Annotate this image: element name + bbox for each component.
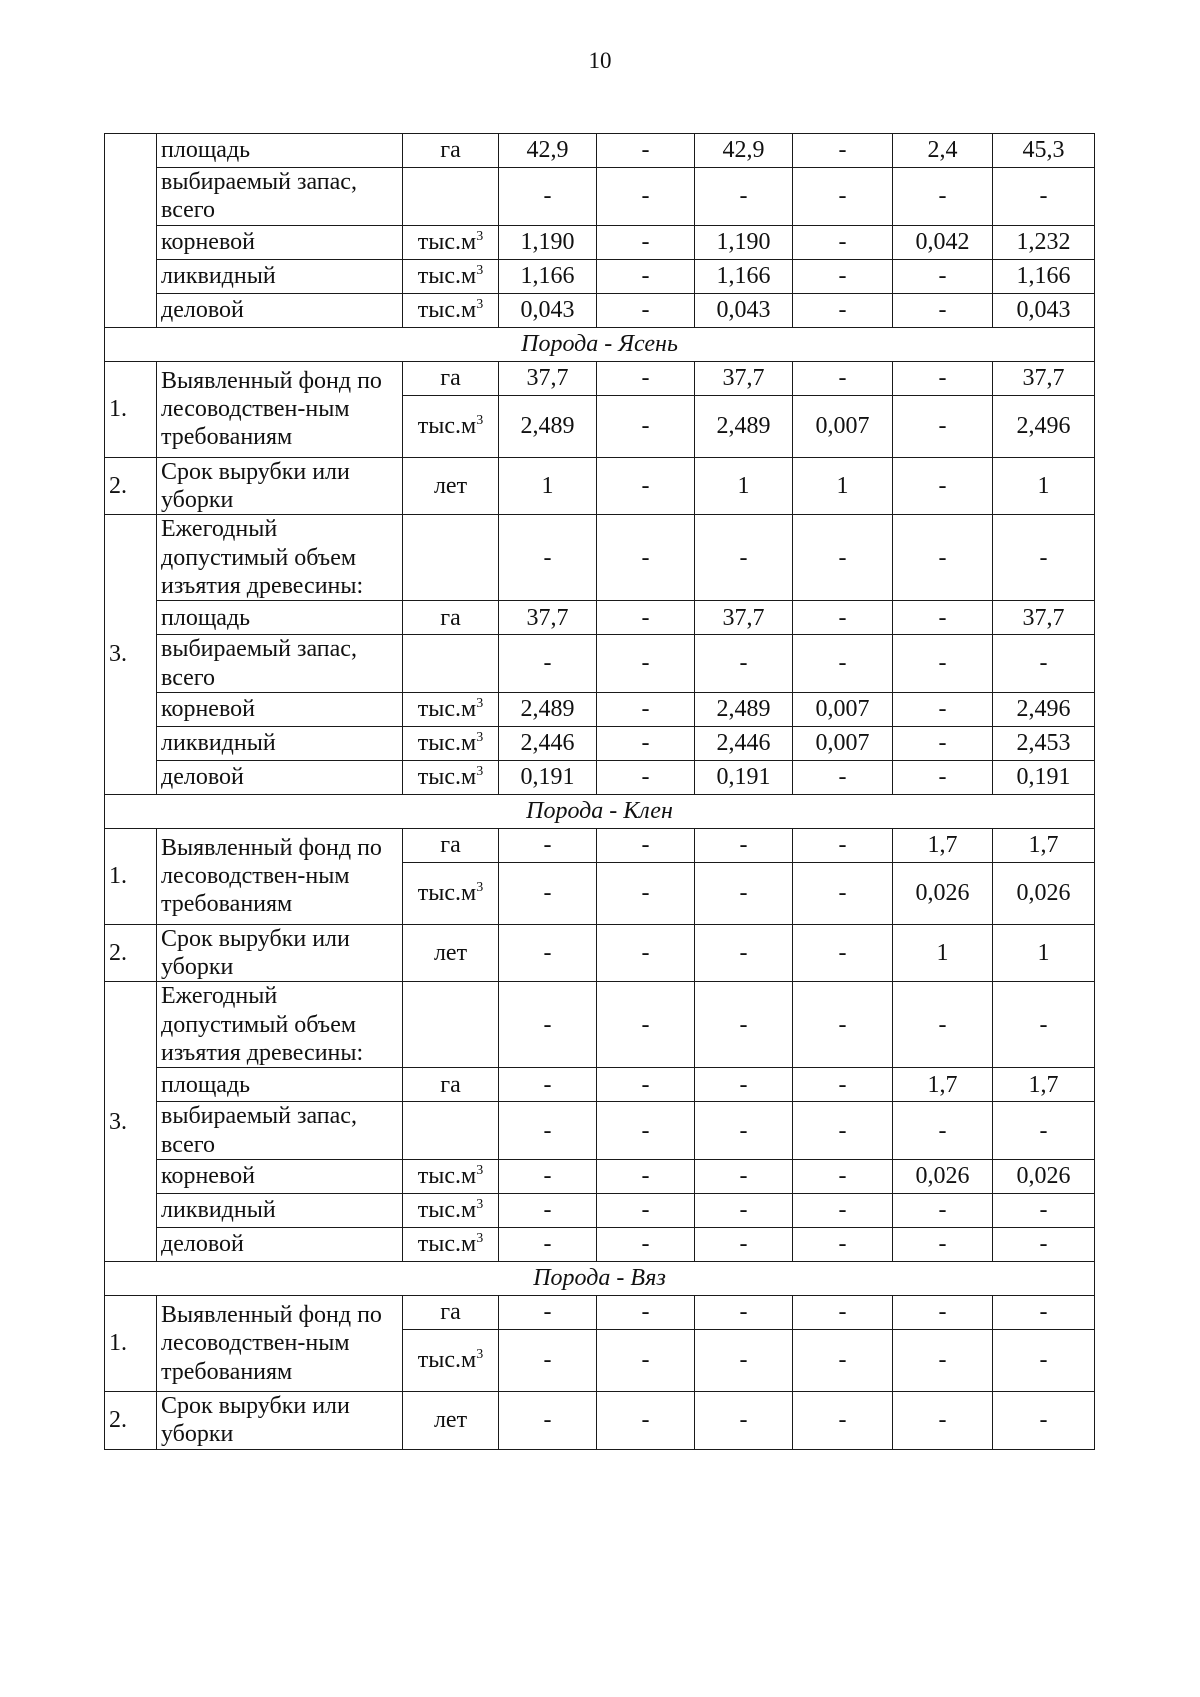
value-cell: 37,7 [993,361,1095,395]
value-cell: - [893,635,993,693]
value-cell: - [499,1160,597,1194]
value-cell: - [499,828,597,862]
value-cell: - [793,361,893,395]
value-cell: - [499,982,597,1068]
value-cell: - [893,982,993,1068]
value-cell: - [695,1160,793,1194]
value-cell: 1,232 [993,225,1095,259]
value-cell: - [695,982,793,1068]
value-cell: 45,3 [993,134,1095,168]
section-title: Порода - Вяз [105,1262,1095,1296]
section-title: Порода - Клен [105,794,1095,828]
row-number: 2. [105,457,157,515]
value-cell: 37,7 [499,361,597,395]
value-cell: - [597,293,695,327]
unit-cell: $тыс.м^3$ [403,293,499,327]
value-cell: - [597,828,695,862]
number-cell [105,134,157,328]
value-cell: 0,026 [893,862,993,924]
value-cell: - [597,225,695,259]
value-cell: - [695,1330,793,1392]
table-row [105,457,1095,515]
unit-cell: га [403,134,499,168]
value-cell: - [695,1102,793,1160]
value-cell: 2,446 [695,726,793,760]
table-row [105,168,1095,226]
table-row [105,760,1095,794]
row-label: Ежегодный допустимый объем изъятия древесины: [157,515,403,601]
value-cell: - [793,635,893,693]
value-cell: - [597,1194,695,1228]
value-cell: - [993,982,1095,1068]
unit-cell: га [403,361,499,395]
unit-cell: $тыс.м^3$ [403,395,499,457]
table-row [105,692,1095,726]
value-cell: - [499,862,597,924]
row-label: площадь [157,601,403,635]
value-cell: - [597,168,695,226]
value-cell: - [695,515,793,601]
value-cell: 0,007 [793,726,893,760]
table-row [105,924,1095,982]
unit-cell: $тыс.м^3$ [403,225,499,259]
value-cell: - [499,1228,597,1262]
table-row [105,828,1095,862]
row-label: выбираемый запас, всего [157,1102,403,1160]
table-row [105,134,1095,168]
value-cell: - [597,457,695,515]
value-cell: - [993,1228,1095,1262]
value-cell: - [993,1296,1095,1330]
value-cell: 1,166 [993,259,1095,293]
value-cell: 1,166 [499,259,597,293]
value-cell: - [499,635,597,693]
value-cell: - [597,1330,695,1392]
value-cell: - [597,635,695,693]
table-row [105,225,1095,259]
value-cell: 1 [993,924,1095,982]
value-cell: - [793,924,893,982]
value-cell: - [893,395,993,457]
row-label: корневой [157,225,403,259]
value-cell: - [893,1296,993,1330]
value-cell: - [597,361,695,395]
value-cell: 0,026 [893,1160,993,1194]
value-cell: - [499,1392,597,1450]
value-cell: 2,453 [993,726,1095,760]
value-cell: - [597,601,695,635]
value-cell: - [993,168,1095,226]
value-cell: - [893,457,993,515]
value-cell: - [695,924,793,982]
table-row [105,361,1095,395]
value-cell: 0,191 [993,760,1095,794]
value-cell: - [793,982,893,1068]
value-cell: - [695,1392,793,1450]
value-cell: - [893,692,993,726]
value-cell: - [695,1068,793,1102]
unit-cell: га [403,828,499,862]
value-cell: - [695,168,793,226]
row-label: корневой [157,1160,403,1194]
value-cell: 2,496 [993,692,1095,726]
value-cell: - [793,862,893,924]
row-label: Выявленный фонд по лесоводствен-ным требованиям [157,361,403,457]
value-cell: - [597,924,695,982]
value-cell: 1 [893,924,993,982]
value-cell: - [695,1194,793,1228]
unit-cell: га [403,601,499,635]
value-cell: - [993,515,1095,601]
value-cell: - [893,1392,993,1450]
value-cell: - [793,225,893,259]
table-row [105,1068,1095,1102]
value-cell: - [993,1330,1095,1392]
row-label: площадь [157,134,403,168]
value-cell: 37,7 [695,361,793,395]
value-cell: - [793,1296,893,1330]
value-cell: - [499,515,597,601]
value-cell: - [597,259,695,293]
row-number: 3. [105,515,157,795]
value-cell: 2,496 [993,395,1095,457]
unit-cell: $тыс.м^3$ [403,1330,499,1392]
value-cell: - [499,1296,597,1330]
value-cell: - [993,1392,1095,1450]
unit-cell [403,635,499,693]
value-cell: - [597,134,695,168]
row-label: Выявленный фонд по лесоводствен-ным требованиям [157,828,403,924]
value-cell: - [499,1068,597,1102]
value-cell: - [793,1228,893,1262]
table-row [105,1194,1095,1228]
value-cell: 2,4 [893,134,993,168]
value-cell: 0,043 [499,293,597,327]
row-label: деловой [157,1228,403,1262]
value-cell: - [499,168,597,226]
value-cell: - [993,1102,1095,1160]
row-label: Срок вырубки или уборки [157,1392,403,1450]
page-number: 10 [588,48,612,73]
value-cell: - [597,1160,695,1194]
value-cell: 42,9 [499,134,597,168]
value-cell: - [893,293,993,327]
value-cell: - [597,1228,695,1262]
unit-cell: $тыс.м^3$ [403,760,499,794]
unit-cell: $тыс.м^3$ [403,259,499,293]
table-row [105,1392,1095,1450]
unit-cell: лет [403,1392,499,1450]
row-label: деловой [157,760,403,794]
value-cell: 0,007 [793,692,893,726]
row-label: площадь [157,1068,403,1102]
value-cell: 2,489 [695,692,793,726]
row-number: 1. [105,361,157,457]
value-cell: 1,7 [993,1068,1095,1102]
section-title: Порода - Ясень [105,327,1095,361]
value-cell: - [695,828,793,862]
value-cell: 42,9 [695,134,793,168]
unit-cell [403,168,499,226]
row-number: 2. [105,924,157,982]
value-cell: 0,191 [695,760,793,794]
table-row [105,1228,1095,1262]
section-row [105,1262,1095,1296]
value-cell: - [893,760,993,794]
unit-cell: $тыс.м^3$ [403,692,499,726]
value-cell: - [793,828,893,862]
value-cell: 0,043 [695,293,793,327]
value-cell: - [793,1068,893,1102]
row-label: ликвидный [157,1194,403,1228]
value-cell: - [793,1392,893,1450]
row-number: 2. [105,1392,157,1450]
value-cell: - [793,515,893,601]
value-cell: - [893,515,993,601]
value-cell: 0,043 [993,293,1095,327]
value-cell: - [597,395,695,457]
table-row [105,1102,1095,1160]
unit-cell: $тыс.м^3$ [403,1194,499,1228]
unit-cell: лет [403,924,499,982]
value-cell: 0,026 [993,862,1095,924]
row-number: 3. [105,982,157,1262]
value-cell: 0,042 [893,225,993,259]
section-row [105,794,1095,828]
value-cell: - [893,1228,993,1262]
value-cell: 37,7 [993,601,1095,635]
value-cell: 2,489 [499,692,597,726]
value-cell: - [793,1194,893,1228]
value-cell: - [499,924,597,982]
value-cell: - [597,515,695,601]
value-cell: - [597,726,695,760]
unit-cell: $тыс.м^3$ [403,1228,499,1262]
value-cell: - [893,1330,993,1392]
row-label: Выявленный фонд по лесоводствен-ным требованиям [157,1296,403,1392]
table-row [105,1160,1095,1194]
value-cell: 2,489 [695,395,793,457]
value-cell: 1,7 [893,1068,993,1102]
value-cell: - [695,1296,793,1330]
table-row [105,1296,1095,1330]
value-cell: - [597,692,695,726]
unit-cell: $тыс.м^3$ [403,726,499,760]
value-cell: 1 [695,457,793,515]
row-number: 1. [105,1296,157,1392]
value-cell: - [993,1194,1095,1228]
value-cell: 1,7 [993,828,1095,862]
unit-cell [403,515,499,601]
value-cell: - [893,1194,993,1228]
value-cell: - [597,982,695,1068]
value-cell: - [597,760,695,794]
value-cell: - [893,1102,993,1160]
value-cell: - [793,293,893,327]
value-cell: - [499,1330,597,1392]
value-cell: - [695,862,793,924]
row-number: 1. [105,828,157,924]
value-cell: - [793,760,893,794]
table-row [105,726,1095,760]
value-cell: 0,191 [499,760,597,794]
value-cell: - [893,726,993,760]
table-row [105,259,1095,293]
value-cell: - [793,601,893,635]
unit-cell: $тыс.м^3$ [403,1160,499,1194]
table-row [105,601,1095,635]
value-cell: - [793,134,893,168]
value-cell: 1 [793,457,893,515]
unit-cell: га [403,1068,499,1102]
value-cell: 2,489 [499,395,597,457]
value-cell: 1 [499,457,597,515]
row-label: Срок вырубки или уборки [157,924,403,982]
table-row [105,293,1095,327]
value-cell: - [597,1068,695,1102]
value-cell: 1 [993,457,1095,515]
value-cell: - [597,1392,695,1450]
value-cell: 1,190 [695,225,793,259]
value-cell: 1,7 [893,828,993,862]
unit-cell: лет [403,457,499,515]
row-label: Срок вырубки или уборки [157,457,403,515]
unit-cell [403,1102,499,1160]
row-label: корневой [157,692,403,726]
value-cell: - [793,168,893,226]
value-cell: - [597,862,695,924]
value-cell: - [499,1102,597,1160]
row-label: ликвидный [157,726,403,760]
unit-cell [403,982,499,1068]
value-cell: - [893,361,993,395]
value-cell: - [695,635,793,693]
unit-cell: $тыс.м^3$ [403,862,499,924]
table-row [105,635,1095,693]
value-cell: 37,7 [695,601,793,635]
value-cell: 0,007 [793,395,893,457]
table-row [105,515,1095,601]
value-cell: - [499,1194,597,1228]
value-cell: - [793,1330,893,1392]
value-cell: - [597,1102,695,1160]
section-row [105,327,1095,361]
table-row [105,982,1095,1068]
value-cell: - [793,1102,893,1160]
value-cell: 0,026 [993,1160,1095,1194]
value-cell: 37,7 [499,601,597,635]
value-cell: 1,190 [499,225,597,259]
value-cell: - [893,601,993,635]
value-cell: 2,446 [499,726,597,760]
value-cell: 1,166 [695,259,793,293]
forest-fund-table [104,133,1095,1450]
value-cell: - [695,1228,793,1262]
value-cell: - [597,1296,695,1330]
row-label: деловой [157,293,403,327]
value-cell: - [893,259,993,293]
value-cell: - [993,635,1095,693]
value-cell: - [793,259,893,293]
value-cell: - [893,168,993,226]
row-label: Ежегодный допустимый объем изъятия древесины: [157,982,403,1068]
row-label: ликвидный [157,259,403,293]
unit-cell: га [403,1296,499,1330]
value-cell: - [793,1160,893,1194]
row-label: выбираемый запас, всего [157,635,403,693]
row-label: выбираемый запас, всего [157,168,403,226]
